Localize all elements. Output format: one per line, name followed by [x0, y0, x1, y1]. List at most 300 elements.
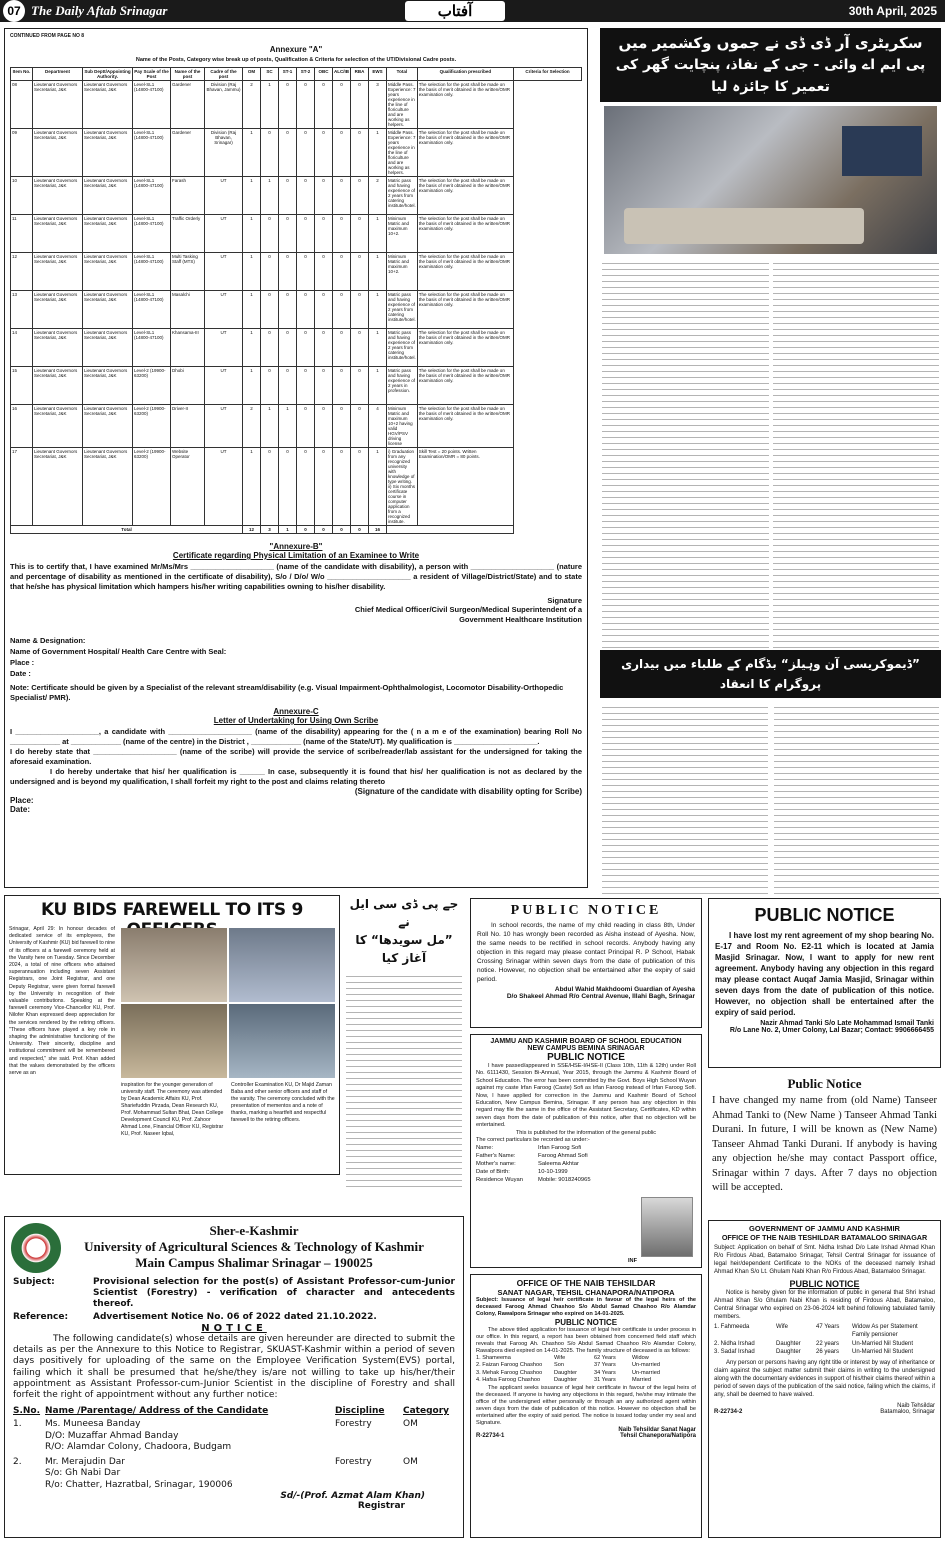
- particular-value: Faroog Ahmad Sofi: [538, 1152, 588, 1159]
- table-cell: 1: [369, 215, 387, 253]
- jkbose-heading-1: JAMMU AND KASHMIR BOARD OF SCHOOL EDUCATION: [490, 1038, 682, 1045]
- table-cell: UT: [205, 291, 243, 329]
- table-cell: 16: [11, 405, 33, 448]
- table-cell: 1: [261, 405, 279, 448]
- table-cell: 0: [297, 129, 315, 177]
- total-cell: 0: [333, 526, 351, 534]
- total-cell: 0: [351, 526, 369, 534]
- reference-text: Advertisement Notice No. 06 of 2022 dated 21.10.2022.: [93, 1312, 377, 1322]
- candidate-discipline: Forestry: [335, 1419, 372, 1430]
- table-cell: Lieutenant Governors Secretariat, J&K: [33, 81, 83, 129]
- table-cell: 0: [351, 253, 369, 291]
- table-cell: Lieutenant Governors Secretariat, J&K: [33, 405, 83, 448]
- family-cell: 31 Years: [594, 1377, 616, 1384]
- jkbose-body: I have passed/appeared in SSE/HSE-I/HSE-II (Class 10th, 11th & 12th) under Roll No. 6111430, Session Bi-Annual, Year 2015, through the Jammu & Kashmir Board of School Education. The error has been committed by the Govt. Boys High School Wuyan against my caste Irfan Faroog (Caste) Sofi as Irfan Faroog instead of Irfan Faroog Sofi. Now, I have applied for correction in the Jammu and Kashmir Board of School Education, New Campus Bemina, Srinagar. If any person has any objection in this regard may file the same in the office of the Assistant Secretary, Certificates, KD within seven days from the date of publication of this notice, after that no objection will be entertained.: [476, 1063, 696, 1129]
- table-cell: 0: [351, 405, 369, 448]
- col-category: Category: [403, 1406, 450, 1417]
- table-cell: 0: [261, 367, 279, 405]
- jkbose-line: This is published for the information of the general public: [515, 1129, 657, 1136]
- particular-label: Date of Birth:: [476, 1168, 510, 1175]
- table-cell: Level-SL1 (14800-47100): [133, 129, 171, 177]
- particular-value: 10-10-1999: [538, 1168, 568, 1175]
- skuast-heading-1: Sher-e-Kashmir: [209, 1223, 299, 1238]
- total-label: Total: [11, 526, 243, 534]
- table-cell: 0: [279, 367, 297, 405]
- form-field-label: Name of Government Hospital/ Health Care Centre with Seal:: [10, 647, 227, 656]
- tehsil2-heading-1: GOVERNMENT OF JAMMU AND KASHMIR: [749, 1224, 900, 1233]
- table-cell: 0: [333, 177, 351, 215]
- table-cell: 2: [243, 81, 261, 129]
- tehsil-notice-chanapora: [470, 1274, 702, 1538]
- family-cell: 26 years: [816, 1349, 840, 1356]
- candidate-details: [45, 1457, 335, 1492]
- table-cell: Level-2 (19900-63200): [133, 448, 171, 526]
- notice-body: I have lost my rent agreement of my shop bearing No. E-17 and Room No. E2-11 which is located at Jamia Masjid Srinagar. Now, I want to apply for new rent agreement. Anybody having any objection in this regard may please contact Auqaf Jamia Masjid, Srinagar within seven days from the date of publication of this notice. However, no objection shall be entertained after the expiry of said period.: [715, 931, 934, 1017]
- table-cell: 0: [351, 215, 369, 253]
- total-cell: 12: [243, 526, 261, 534]
- table-cell: Minimum Matric and maximum 10+2.: [387, 215, 418, 253]
- family-cell: Daughter: [776, 1340, 801, 1347]
- column-header: Criteria for Selection: [514, 68, 582, 81]
- table-cell: The selection for the post shall be made on the basis of merit obtained in the written/OMR examination only.: [417, 253, 513, 291]
- tehsil1-body2: The applicant seeks issuance of legal heir certificate in favour of the legal heirs of the deceased. If anyone is having any objections in this regard, he/she may intimate the office of the undersigned either personally or through an any authorized agent within seven days from the date of publication of this notice. However no objection shall be entertained after the expiry of said period. The notice is issued today under my seal and Signature.: [476, 1384, 696, 1426]
- issue-date: 30th April, 2025: [848, 4, 937, 18]
- ku-caption-1: inspiration for the younger generation of university staff. The ceremony was attended by Dean Academic Affairs KU, Prof. Shariefuddin Pirzada, Dean Research KU, Prof. Mohammad Sultan Bhat, Dean College Development Council KU, Prof. Zahoor Ahmad Lone, Financial Officer KU, Registrar KU, Prof. Naseer Iqbal,: [121, 1082, 224, 1137]
- total-cell: 1: [279, 526, 297, 534]
- notice-title: PUBLIC NOTICE: [754, 905, 895, 925]
- candidate-discipline: Forestry: [335, 1456, 372, 1467]
- candidate-row: [13, 1457, 455, 1492]
- total-cell: 16: [369, 526, 387, 534]
- annexure-b-body: This is to certify that, I have examined Mr/Ms/Mrs ____________________ (name of the candidate with disability), a person with ____________________ (nature and percentage of disability as mentioned in the certificate of disability), S/o / D/o/ W/o ____________________ a resident of Village/District/State) and to state that he/she has physical limitation which hampers his/her writing capabilities owning to his/her disability.: [10, 562, 582, 591]
- table-cell: 0: [351, 367, 369, 405]
- family-cell: Widow: [632, 1355, 649, 1361]
- candidate-category: OM: [403, 1419, 418, 1430]
- annexure-section: [4, 28, 588, 888]
- notice-address: D/o Shakeel Ahmad R/o Central Avenue, Illahi Bagh, Srinagar: [506, 993, 695, 1000]
- table-cell: UT: [205, 329, 243, 367]
- form-field-label: Name & Designation:: [10, 636, 86, 645]
- notice-body: In school records, the name of my child reading in class 8th, Under Roll No. 10 has wrongly been recorded as Aisha instead of Ayesha. Now, the same needs to be rectified in school records. Anybody having any objection in this regard may please contact Principal R. P School, Habak Crossing Srinagar within seven days from the date of publication of this notice. However, no objection shall be entertained after the expiry of said period.: [477, 922, 695, 983]
- annexure-a-title: Annexure "A": [269, 45, 323, 54]
- table-cell: 1: [369, 329, 387, 367]
- table-cell: 0: [315, 367, 333, 405]
- particular-label: Father's Name:: [476, 1152, 516, 1159]
- table-row: [11, 81, 582, 129]
- urdu-headline-5: ”مل سویدھا“ کا آغاز کیا: [355, 933, 453, 965]
- candidate-list: [13, 1419, 455, 1491]
- family-cell: Son: [554, 1362, 564, 1369]
- table-cell: 0: [279, 81, 297, 129]
- table-cell: Masalchi: [171, 291, 205, 329]
- table-cell: Level-2 (19900-63200): [133, 367, 171, 405]
- table-cell: Level-SL1 (14800-47100): [133, 329, 171, 367]
- table-cell: 0: [351, 448, 369, 526]
- particular-row: [476, 1144, 626, 1152]
- urdu-headline-2: پی ایم اے وائی - جی کے نفاذ، پنچایت گھر کی تعمیر کا جائزہ لیا: [615, 57, 926, 95]
- total-cell: 0: [315, 526, 333, 534]
- annexure-a-subtitle: Name of the Posts, Category wise break up of posts, Qualification & Criteria for selection of the UT/Divisional Cadre posts.: [135, 57, 457, 63]
- family-cell: 3. Mehak Faroog Chashoo: [476, 1369, 543, 1376]
- table-cell: The selection for the post shall be made on the basis of merit obtained in the written/OMR examination only.: [417, 81, 513, 129]
- tehsil2-title: PUBLIC NOTICE: [789, 1279, 860, 1289]
- page-number: 07: [3, 0, 25, 22]
- table-cell: Lieutenant Governors Secretariat, J&K: [83, 405, 133, 448]
- column-header: Pay Scale of the Post: [134, 69, 169, 79]
- public-notice-ayesha: [470, 898, 702, 1028]
- annexure-b-title: "Annexure-B": [269, 542, 323, 551]
- continued-label: CONTINUED FROM PAGE NO 8: [10, 33, 85, 39]
- table-cell: Lieutenant Governors Secretariat, J&K: [83, 448, 133, 526]
- table-cell: 10: [11, 177, 33, 215]
- table-cell: 0: [261, 291, 279, 329]
- table-cell: 0: [351, 129, 369, 177]
- annexure-b-officer: Chief Medical Officer/Civil Surgeon/Medical Superintendent of a Government Healthcare Institution: [354, 605, 582, 624]
- family-row: [476, 1377, 696, 1384]
- table-cell: 11: [11, 215, 33, 253]
- jkbose-fields: [476, 1144, 626, 1184]
- table-cell: Gardener: [171, 129, 205, 177]
- jkbose-notice: [470, 1034, 702, 1268]
- table-cell: Matric pass and having experience of 2 years from catering institute/hotel.: [387, 177, 418, 215]
- table-cell: 3: [369, 81, 387, 129]
- table-cell: 1: [261, 81, 279, 129]
- table-cell: 0: [333, 291, 351, 329]
- table-cell: UT: [205, 405, 243, 448]
- table-cell: i) Graduation from any recognized university with knowledge of type writing. ii) Six months certificate course in computer application from a recognized institute.: [387, 448, 418, 526]
- table-cell: Traffic Orderly: [171, 215, 205, 253]
- table-cell: Lieutenant Governors Secretariat, J&K: [83, 367, 133, 405]
- urdu-article-democracy: [600, 650, 941, 890]
- table-cell: 0: [279, 329, 297, 367]
- table-cell: Lieutenant Governors Secretariat, J&K: [33, 215, 83, 253]
- table-cell: Lieutenant Governors Secretariat, J&K: [33, 448, 83, 526]
- notice-title: PUBLIC NOTICE: [510, 903, 662, 918]
- posts-table: [10, 67, 582, 534]
- public-notice-rent: [708, 898, 941, 1068]
- table-cell: Minimum Matric and maximum 10+2.: [387, 253, 418, 291]
- table-cell: UT: [205, 253, 243, 291]
- particular-label: Residence Wuyan: [476, 1176, 523, 1183]
- tehsil1-sign2: Tehsil Chanepora/Natipora: [620, 1432, 696, 1439]
- table-cell: 0: [297, 215, 315, 253]
- family-cell: 3. Sadaf Irshad: [714, 1349, 755, 1356]
- table-cell: 0: [333, 253, 351, 291]
- annexure-c-subtitle: Letter of Undertaking for Using Own Scribe: [213, 716, 379, 725]
- family-cell: Un-Married Nil Student: [852, 1349, 914, 1356]
- notice-body: I have changed my name from (old Name) Tanseer Ahmad Tanki to (New Name ) Tanseer Ahmad Tanki Durani. In future, I will be known as (New Name) Tanseer Ahmad Tanki Durani. If anybody is having any objection he/she may contact Passport office, Srinagar within 7 days. After 7 days no objection will be accepted.: [712, 1095, 937, 1193]
- ku-caption-2: Controller Examination KU, Dr Majid Zaman Baba and other senior officers and staff of the varsity. The ceremony concluded with the presentation of mementos and a note of thanks, marking a heartfelt and respectful farewell to the retiring officers.: [231, 1082, 335, 1123]
- column-header: Department: [33, 68, 83, 81]
- table-cell: 2: [243, 405, 261, 448]
- table-cell: 0: [261, 253, 279, 291]
- table-cell: 0: [351, 81, 369, 129]
- skuast-notice-title: NOTICE: [201, 1323, 267, 1334]
- table-cell: 0: [297, 81, 315, 129]
- jkbose-title: PUBLIC NOTICE: [547, 1052, 625, 1063]
- table-cell: Lieutenant Governors Secretariat, J&K: [33, 291, 83, 329]
- skuast-notice: [4, 1216, 464, 1538]
- candidate-number: 2.: [13, 1456, 22, 1467]
- tehsil1-sign1: Naib Tehsildar Sanat Nagar: [618, 1426, 696, 1433]
- annexure-b-fields: [10, 635, 582, 679]
- table-cell: 0: [261, 448, 279, 526]
- table-cell: Minimum Matric and maximum 10+2 having valid HGV/PSV driving license: [387, 405, 418, 448]
- table-cell: 1: [261, 177, 279, 215]
- table-cell: 1: [243, 177, 261, 215]
- family-cell: Wife: [554, 1355, 566, 1361]
- table-cell: Lieutenant Governors Secretariat, J&K: [33, 253, 83, 291]
- table-cell: Matric pass and having experience of 2 years in profession.: [387, 367, 418, 405]
- table-cell: 0: [279, 177, 297, 215]
- table-cell: 0: [351, 177, 369, 215]
- meeting-photo: [604, 106, 937, 254]
- table-cell: 0: [333, 448, 351, 526]
- table-cell: Level-2 (19900-63200): [133, 405, 171, 448]
- skuast-heading-2: University of Agricultural Sciences & Technology of Kashmir: [84, 1239, 424, 1254]
- candidate-table-header: [13, 1406, 455, 1416]
- family-row: [714, 1340, 935, 1348]
- skuast-emblem-icon: [11, 1223, 61, 1273]
- table-row: [11, 329, 582, 367]
- table-cell: 0: [315, 177, 333, 215]
- candidate-line: Mr. Merajudin Dar: [45, 1456, 126, 1467]
- table-cell: 1: [243, 215, 261, 253]
- table-row: [11, 291, 582, 329]
- table-cell: 0: [351, 329, 369, 367]
- annexure-c-date: Date:: [10, 805, 31, 814]
- family-cell: Un-married: [632, 1362, 660, 1369]
- subject-label: Subject:: [13, 1277, 55, 1287]
- column-header: EWS: [369, 68, 387, 81]
- column-header: Sub Deptt/Appointing Authority.: [84, 69, 131, 79]
- family-cell: 1. Shameema: [476, 1355, 511, 1361]
- subject-text: Provisional selection for the post(s) of Assistant Professor-cum-Junior Scientist (Forestry) - verification of character and antecedents thereof.: [93, 1277, 455, 1309]
- table-row: [11, 215, 582, 253]
- table-cell: Lieutenant Governors Secretariat, J&K: [83, 329, 133, 367]
- table-cell: 1: [279, 405, 297, 448]
- table-cell: 0: [297, 367, 315, 405]
- family-cell: 47 Years: [816, 1324, 840, 1330]
- table-cell: 14: [11, 329, 33, 367]
- notice-sign: Nazir Ahmad Tanki S/o Late Mohammad Ismail Tanki: [760, 1020, 934, 1027]
- jkbose-heading-2: NEW CAMPUS BEMINA SRINAGAR: [527, 1045, 645, 1052]
- table-cell: Lieutenant Governors Secretariat, J&K: [33, 177, 83, 215]
- column-header: ST-2: [297, 68, 315, 81]
- applicant-photo: [641, 1197, 693, 1257]
- particular-value: Saleema Akhtar: [538, 1160, 579, 1167]
- table-cell: 1: [243, 291, 261, 329]
- column-header: Qualification prescribed: [417, 68, 513, 81]
- table-cell: UT: [205, 448, 243, 526]
- column-header: OM: [243, 68, 261, 81]
- column-header: Cadre of the post: [205, 68, 243, 81]
- table-cell: Middle Pass. Experience: 7 years experience in the line of floriculture and are working as helpers.: [388, 130, 416, 175]
- totals-row: [11, 526, 582, 534]
- skuast-heading-3: Main Campus Shalimar Srinagar – 190025: [135, 1255, 373, 1270]
- candidate-row: [13, 1419, 455, 1454]
- family-cell: Un-married: [632, 1369, 660, 1376]
- col-sno: S.No.: [13, 1406, 41, 1417]
- table-cell: 0: [333, 129, 351, 177]
- family-cell: 4. Hafsa Faroog Chashoo: [476, 1377, 541, 1384]
- annexure-b-note: Note: Certificate should be given by a Specialist of the relevant stream/disability (e.g. Visual Impairment-Ophthalmologist, Locomotor Disability-Orthopedic Specialist/ PMR).: [10, 683, 564, 702]
- table-cell: 15: [11, 367, 33, 405]
- particular-label: Name:: [476, 1144, 494, 1151]
- table-cell: Lieutenant Governors Secretariat, J&K: [83, 129, 133, 177]
- public-notice-name-change: [708, 1074, 941, 1214]
- tehsil1-heading-1: OFFICE OF THE NAIB TEHSILDAR: [516, 1278, 656, 1288]
- table-cell: The selection for the post shall be made on the basis of merit obtained in the written/OMR examination only.: [417, 329, 513, 367]
- table-cell: UT: [205, 215, 243, 253]
- table-row: [11, 405, 582, 448]
- family-cell: Widow As per Statement Family pensioner: [852, 1324, 918, 1339]
- table-cell: 0: [279, 215, 297, 253]
- candidate-line: R/O: Alamdar Colony, Chadoora, Budgam: [45, 1442, 232, 1453]
- tehsil1-family-table: [476, 1355, 696, 1385]
- table-cell: 0: [315, 215, 333, 253]
- total-cell: 0: [297, 526, 315, 534]
- annexure-c-p2: I do hereby state that ____________________ (name of the scribe) will provide the service of scribe/reader/lab assistant for the undersigned for taking the aforesaid examination.: [10, 747, 582, 766]
- table-cell: 0: [261, 129, 279, 177]
- annexure-b-signature: Signature: [547, 596, 582, 605]
- table-cell: 1: [369, 448, 387, 526]
- table-cell: Division (Raj Bhavan, Jammu): [205, 81, 243, 129]
- table-cell: Division (Raj Bhavan, Srinagar): [205, 129, 243, 177]
- urdu-article-rdd: [600, 28, 941, 646]
- table-cell: Lieutenant Governors Secretariat, J&K: [83, 81, 133, 129]
- col-name: Name /Parentage/ Address of the Candidate: [45, 1406, 269, 1417]
- notice-sign: Abdul Wahid Makhdoomi Guardian of Ayesha: [554, 986, 695, 993]
- family-cell: Married: [632, 1377, 651, 1384]
- ku-photo-grid: [121, 928, 335, 1078]
- table-cell: 0: [261, 215, 279, 253]
- total-cell: 3: [261, 526, 279, 534]
- table-cell: The selection for the post shall be made on the basis of merit obtained in the written/OMR examination only.: [417, 291, 513, 329]
- table-cell: Multi Tasking Staff (MTS): [171, 253, 205, 291]
- table-cell: 1: [243, 329, 261, 367]
- table-cell: 0: [315, 291, 333, 329]
- table-cell: The selection for the post shall be made on the basis of merit obtained in the written/OMR examination only.: [417, 367, 513, 405]
- table-cell: 1: [369, 367, 387, 405]
- table-cell: Farash: [171, 177, 205, 215]
- annexure-c-p3: I do hereby undertake that his/ her qualification is ______ In case, subsequently it is found that his/ her qualification is not as declared by the undersigned and is beyond my qualification, I shall forfeit my right to the post and claims relating thereto: [10, 767, 582, 786]
- table-cell: Middle Pass. Experience: 7 years experience in the line of floriculture and are working as helpers.: [388, 82, 416, 127]
- particular-label: Mother's name:: [476, 1160, 516, 1167]
- table-cell: 0: [333, 367, 351, 405]
- table-cell: 1: [243, 448, 261, 526]
- column-header: ST-1: [279, 68, 297, 81]
- table-cell: 0: [297, 329, 315, 367]
- col-discipline: Discipline: [335, 1406, 385, 1417]
- particular-value: Mobile: 9018240965: [538, 1176, 591, 1183]
- table-cell: 1: [243, 253, 261, 291]
- urdu-article-jpdcl: [344, 895, 464, 1175]
- tehsil2-body2: Any person or persons having any right title or interest by way of inheritance or claim against the subject matter submit their claims in writing to the undersigned along with the documentary evidences in support of his/their claims thereof within a period of seven days of the publication of the said notice, failing which the claims, if any, shall be deemed to have waived.: [714, 1359, 935, 1398]
- ku-photo-2: [229, 928, 335, 1002]
- table-cell: 0: [315, 81, 333, 129]
- table-cell: 0: [279, 448, 297, 526]
- table-cell: Level-SL1 (14800-47100): [133, 81, 171, 129]
- notice-title: Public Notice: [787, 1076, 862, 1091]
- candidate-line: R/o: Chatter, Hazratbal, Srinagar, 190006: [45, 1479, 233, 1490]
- jkbose-particulars: The correct particulars be recorded as under:-: [476, 1136, 590, 1143]
- table-cell: 0: [333, 329, 351, 367]
- table-cell: 0: [315, 448, 333, 526]
- skuast-registrar: Registrar: [357, 1501, 405, 1512]
- family-cell: 2. Faizan Faroog Chashoo: [476, 1362, 543, 1369]
- annexure-c-place: Place:: [10, 796, 34, 805]
- reference-label: Reference:: [13, 1312, 69, 1322]
- paper-name: The Daily Aftab Srinagar: [31, 3, 168, 18]
- table-cell: Khansama-III: [171, 329, 205, 367]
- table-cell: 1: [243, 367, 261, 405]
- family-cell: 1. Fahmeeda: [714, 1324, 750, 1330]
- candidate-line: Ms. Muneesa Banday: [45, 1419, 141, 1430]
- table-cell: 4: [369, 405, 387, 448]
- table-cell: 17: [11, 448, 33, 526]
- masthead: [0, 0, 945, 22]
- table-cell: 13: [11, 291, 33, 329]
- family-cell: 37 Years: [594, 1362, 616, 1369]
- table-cell: 08: [11, 81, 33, 129]
- tehsil1-body: The above titled application for issuance of legal heir certificate is under process in our office. In this regard, a report has been obtained from concerned field staff which reveals that Faroog Ah. Chashoo S/o Abdul Samad Chashoo R/o Alamdar Colony, Rawalpora died expired on 14-01-2025. The family structure of deceased is as follows:: [476, 1327, 696, 1354]
- tehsil1-subject: Subject: Issuance of legal heir certificate in favour of the legal heirs of the deceased Faroog Ahmad Chashoo S/o Abdul Samad Chashoo R/o Alamdar Colony, Rawalpora Srinagar who expired on 14-01-2025.: [476, 1297, 696, 1317]
- family-cell: Daughter: [776, 1349, 801, 1356]
- annexure-c-title: Annexure-C: [273, 707, 319, 716]
- table-cell: Lieutenant Governors Secretariat, J&K: [83, 215, 133, 253]
- table-cell: Level-SL1 (14800-47100): [133, 215, 171, 253]
- tehsil1-ref: R-22734-1: [476, 1432, 505, 1439]
- column-header: OBC: [315, 68, 333, 81]
- table-cell: Level-SL1 (14800-47100): [133, 253, 171, 291]
- ku-photo-4: [229, 1004, 335, 1078]
- table-cell: 1: [369, 129, 387, 177]
- family-cell: Daughter: [554, 1377, 578, 1384]
- family-cell: 62 Years: [594, 1355, 616, 1361]
- column-header: Item No.: [11, 68, 33, 81]
- candidate-category: OM: [403, 1456, 418, 1467]
- table-cell: 12: [11, 253, 33, 291]
- ku-photo-3: [121, 1004, 227, 1078]
- skuast-body: The following candidate(s) whose details are given hereunder are directed to submit the details as per the Annexure to this Notice to Registrar, SKUAST-Kashmir within a period of seven days positively for uploading of the same on the Employee Verification System(EVS) portal, failing which it shall be presumed that he/she/they is/are not willing to take up his/her/their appointment as Assistant Professor-cum-Junior Scientist in the discipline of Forestry and shall forfeit the right of appointment without any further notice:: [13, 1334, 455, 1401]
- ku-photo-1: [121, 928, 227, 1002]
- table-row: [11, 177, 582, 215]
- urdu-headline-3: ”ڈیموکریسی آن وہیلز“ بڈگام کے طلباء میں بیداری پروگرام کا انعقاد: [600, 650, 941, 698]
- particular-row: [476, 1176, 626, 1184]
- table-cell: UT: [205, 177, 243, 215]
- notice-address: R/o Lane No. 2, Umer Colony, Lal Bazar; Contact: 9906666455: [729, 1027, 934, 1034]
- table-cell: 0: [297, 291, 315, 329]
- family-cell: Wife: [776, 1324, 788, 1330]
- tehsil2-heading-2: OFFICE OF THE NAIB TESHILDAR BATAMALOO SRINAGAR: [721, 1233, 928, 1242]
- family-row: [476, 1370, 696, 1377]
- column-header: Name of the post: [171, 68, 205, 81]
- table-cell: 0: [351, 291, 369, 329]
- table-cell: Lieutenant Governors Secretariat, J&K: [33, 329, 83, 367]
- table-cell: 1: [369, 253, 387, 291]
- table-cell: 0: [315, 253, 333, 291]
- table-cell: Lieutenant Governors Secretariat, J&K: [83, 253, 133, 291]
- table-row: [11, 367, 582, 405]
- table-cell: 0: [279, 129, 297, 177]
- candidate-line: D/O: Muzaffar Ahmad Banday: [45, 1430, 179, 1441]
- table-cell: The selection for the post shall be made on the basis of merit obtained in the written/OMR examination only.: [417, 129, 513, 177]
- table-cell: 0: [315, 129, 333, 177]
- tehsil2-subject: Subject: Application on behalf of Smt. Nidha Irshad D/o Late Irshad Ahmad Khan R/o Firdous Abad, Batamaloo Srinagar, Tehsil Central Srinagar for issuance of legal heir/dependent Certificate to the NOKs of the deceased namely Irshad Ahmad Khan S/o Lt. Ghulam Nabi Khan R/o Firdous Abad, Batamaloo Srinagar.: [714, 1245, 935, 1275]
- tehsil2-body: Notice is hereby given for the information of public in general that Shri Irshad Ahmad Khan S/o Ghulam Nabi Khan is residing of Firdous Abad, Batamaloo, Central Srinagar who expired on 23-06-2024 left behind following tabulated family members.: [714, 1290, 935, 1320]
- table-cell: 0: [279, 291, 297, 329]
